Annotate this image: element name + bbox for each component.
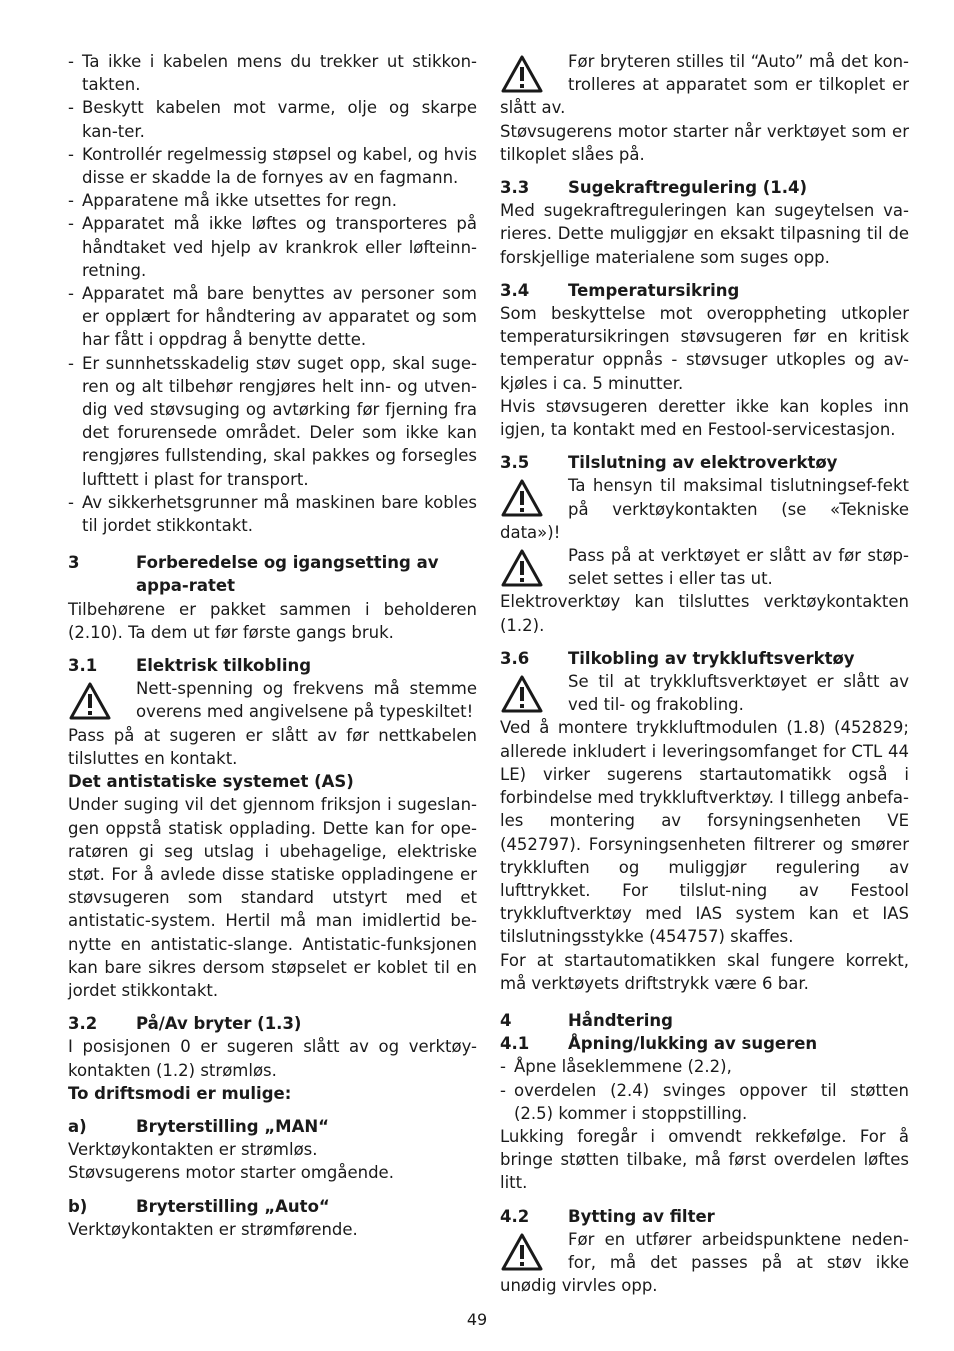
section-heading-3: 3 Forberedelse og igangsetting av appa-ratet [68,553,439,596]
section-text: Hvis støvsugeren deretter ikke kan koples inn igjen, ta kontakt med en Festool-servicestasjon. [500,396,909,440]
warning-icon [68,677,136,723]
section-text: Lukking foregår i omvendt rekkefølge. For å bringe støtten tilbake, må først overdelen løftes litt. [500,1126,909,1193]
section-text: Som beskyttelse mot overoppheting utkopler temperatursikringen støvsugeren før en kritisk temperatur oppnås - støvsuger utkoples og av-kjøles i ca. 5 minutter. [500,304,909,393]
section-text: Støvsugerens motor starter omgående. [68,1163,394,1183]
section-text: Støvsugerens motor starter når verktøyet som er tilkoplet slåes på. [500,121,909,164]
section-heading-3-3: 3.3 Sugekraftregulering (1.4) [500,178,808,198]
section-text: For at startautomatikken skal fungere korrekt, må verktøyets driftstrykk være 6 bar. [500,950,909,993]
left-column [68,50,477,1241]
mode-b-heading: b) Bryterstilling „Auto“ [68,1196,330,1216]
section-text: Under suging vil det gjennom friksjon i sugeslan-gen oppstå statisk opplading. Dette kan for ope-ratøren gi seg utslag i ubehagelige, elektriske støt. For å avlede disse statiske oppladingene er støvsugeren som standard utstyrt med et antistatic-system. Hertil må man imidlertid be-nytte en antistatic-slange. Antistatic-funksjonen kan bare sikres dersom støpselet er koblet til en jordet stikkontakt. [68,795,477,1000]
list-item: - Beskytt kabelen mot varme, olje og skarpe kan-ter. [68,96,477,142]
section-text: Tilbehørene er pakket sammen i beholderen (2.10). Ta dem ut før første gangs bruk. [68,599,477,642]
list-item: - Kontrollér regelmessig støpsel og kabel, og hvis disse er skadde la de fornyes av en fagmann. [68,143,477,189]
list-item: - Apparatet må bare benyttes av personer som er opplært for håndtering av apparatet og som har fått i oppdrag å benytte dette. [68,282,477,352]
warning-block [500,50,909,120]
section-text: I posisjonen 0 er sugeren slått av og verktøy-kontakten (1.2) strømløs. [68,1037,477,1080]
subheading-modes: To driftsmodi er mulige: [68,1083,292,1103]
list-item: - Apparatene må ikke utsettes for regn. [68,189,477,212]
warning-icon [500,1228,568,1274]
warning-block [500,474,909,544]
section-heading-4-2: 4.2 Bytting av filter [500,1206,715,1226]
warning-text: Nett-spenning og frekvens må stemme overens med angivelsene på typeskiltet! [136,679,477,722]
page-number: 49 [466,1310,488,1329]
mode-a-heading: a) Bryterstilling „MAN“ [68,1116,330,1136]
steps-list [500,1055,909,1125]
warning-block [500,544,909,590]
section-text: Pass på at sugeren er slått av før nettkabelen tilsluttes en kontakt. [68,725,477,768]
section-text: Verktøykontakten er strømførende. [68,1219,358,1239]
warning-icon [500,474,568,520]
section-text: Verktøykontakten er strømløs. [68,1140,318,1160]
section-text: Ved å montere trykkluftmodulen (1.8) (452829; allerede inkludert i leveringsomfanget for CTL 44 LE) virker sugerens startautomatikk også i forbindelse med trykkluftverktøy. I tillegg anbefa-les montering av forsyningsenheten VE (452797). Forsyningsenheten filtrerer og smører trykkluften og muliggjør regulering av lufttrykket. For tilslut-ning av Festool trykkluftverktøy med IAS system kan et IAS tilslutningsstykke (454757) skaffes. [500,718,909,947]
warning-block [500,670,909,716]
warning-block [500,1228,909,1298]
warning-text: Før en utfører arbeidspunktene neden-for, må det passes på at støv ikke unødig virvles opp. [500,1229,909,1296]
list-item: - Apparatet må ikke løftes og transporteres på håndtaket ved hjelp av krankrok eller løfteinn-retning. [68,212,477,282]
section-heading-3-2: 3.2 På/Av bryter (1.3) [68,1014,302,1034]
warning-text: Ta hensyn til maksimal tislutningsef-fekt på verktøykontakten (se «Tekniske data»)! [500,476,909,542]
section-heading-3-4: 3.4 Temperatursikring [500,280,740,300]
section-heading-4: 4 Håndtering [500,1010,673,1030]
section-heading-4-1: 4.1 Åpning/lukking av sugeren [500,1034,818,1054]
section-heading-3-6: 3.6 Tilkobling av trykkluftsverktøy [500,648,855,668]
list-item: - Ta ikke i kabelen mens du trekker ut stikkon-takten. [68,50,477,96]
warning-icon [500,544,568,590]
right-column [500,50,909,1297]
warning-text: Pass på at verktøyet er slått av før støp-selet settes i eller tas ut. [568,546,909,589]
list-item: - Åpne låseklemmene (2.2), [500,1055,909,1078]
section-heading-3-1: 3.1 Elektrisk tilkobling [68,656,312,676]
subheading-antistatic: Det antistatiske systemet (AS) [68,772,354,792]
list-item: - Av sikkerhetsgrunner må maskinen bare kobles til jordet stikkontakt. [68,491,477,537]
warning-block [68,677,477,723]
safety-bullet-list [68,50,477,537]
section-heading-3-5: 3.5 Tilslutning av elektroverktøy [500,453,838,473]
warning-text: Se til at trykkluftsverktøyet er slått av ved til- og frakobling. [568,672,909,715]
warning-text: Før bryteren stilles til “Auto” må det kon-trolleres at apparatet som er tilkoplet er slått av. [500,52,909,118]
warning-icon [500,50,568,96]
list-item: - Er sunnhetsskadelig støv suget opp, skal suge-ren og alt tilbehør rengjøres helt inn- og utven-dig ved støvsuging og avtørking før fjerning fra det forurensede området. Deler som ikke kan rengjøres fullstending, skal pakkes og forsegles lufttett i plast for transport. [68,352,477,491]
section-text: Elektroverktøy kan tilsluttes verktøykontakten (1.2). [500,592,909,635]
list-item: - overdelen (2.4) svinges oppover til støtten (2.5) kommer i stoppstilling. [500,1079,909,1125]
section-text: Med sugekraftreguleringen kan sugeytelsen va-rieres. Dette muliggjør en eksakt tilpasning til de forskjellige materialene som suges opp. [500,201,909,267]
warning-icon [500,670,568,716]
